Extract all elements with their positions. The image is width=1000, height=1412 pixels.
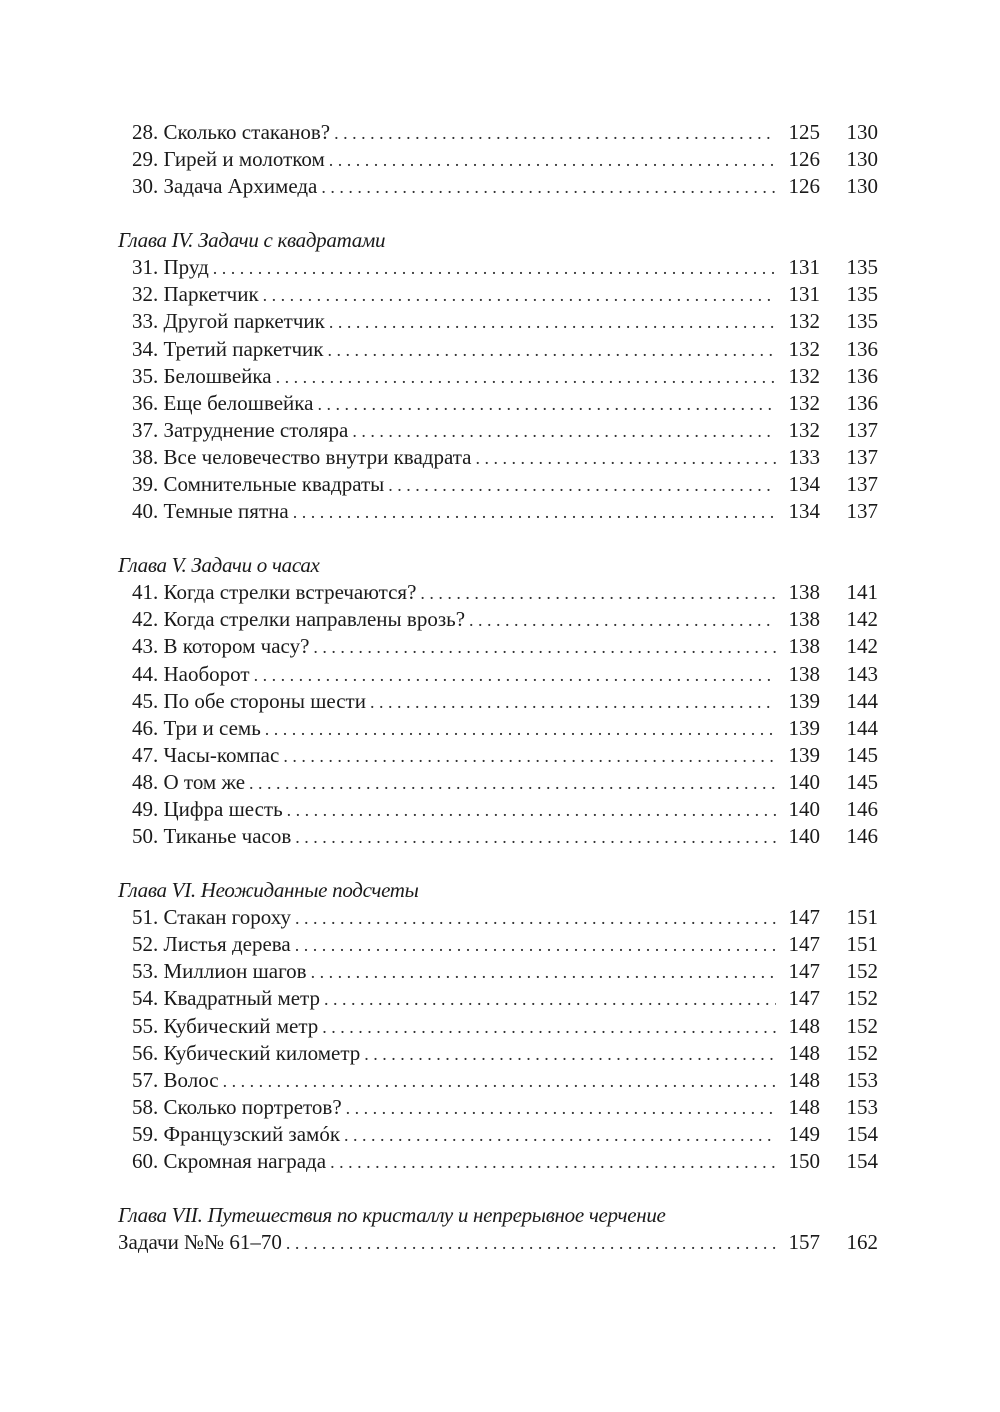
toc-entry (118, 1121, 878, 1148)
problem-page-number: 140 (788, 824, 820, 849)
problem-page-number: 131 (788, 255, 820, 280)
dot-leader (352, 418, 776, 445)
problem-page-number: 148 (788, 1067, 820, 1092)
chapter-title: Глава VI. Неожиданные подсчеты (118, 878, 419, 903)
entry-title: 40. Темные пятна (132, 499, 289, 524)
entry-title: 33. Другой паркетчик (132, 309, 325, 334)
answer-page-number: 154 (846, 1121, 878, 1146)
answer-page-number: 141 (846, 580, 878, 605)
problem-page-number: 140 (788, 769, 820, 794)
entry-title: 54. Квадратный метр (132, 986, 320, 1011)
entry-title: 48. О том же (132, 769, 246, 794)
answer-page-number: 145 (846, 742, 878, 767)
problem-page-number: 133 (788, 444, 820, 469)
entry-title: 55. Кубический метр (132, 1013, 319, 1038)
answer-page-number: 162 (846, 1230, 878, 1255)
dot-leader (254, 662, 776, 689)
answer-page-number: 146 (846, 824, 878, 849)
problem-page-number: 147 (788, 959, 820, 984)
dot-leader (286, 1230, 776, 1257)
answer-page-number: 145 (846, 769, 878, 794)
answer-page-number: 144 (846, 715, 878, 740)
answer-page-number: 151 (846, 905, 878, 930)
answer-page-number: 152 (846, 1013, 878, 1038)
problem-page-number: 125 (788, 120, 820, 144)
entry-title: 46. Три и семь (132, 715, 261, 740)
answer-page-number: 146 (846, 796, 878, 821)
entry-title: 60. Скромная награда (132, 1149, 327, 1173)
answer-page-number: 142 (846, 634, 878, 659)
toc-entry (118, 1040, 878, 1067)
dot-leader (370, 689, 776, 716)
toc-entry (118, 1013, 878, 1040)
toc-entry (118, 281, 878, 308)
toc-entry (118, 390, 878, 417)
entry-title: 58. Сколько портретов? (132, 1094, 342, 1119)
chapter-title: Глава IV. Задачи с квадратами (118, 228, 386, 253)
problem-page-number: 148 (788, 1040, 820, 1065)
answer-page-number: 130 (846, 147, 878, 172)
toc-entry (118, 1067, 878, 1094)
problem-page-number: 149 (788, 1121, 820, 1146)
toc-entry (118, 823, 878, 850)
problem-page-number: 134 (788, 472, 820, 497)
answer-page-number: 137 (846, 417, 878, 442)
problem-page-number: 132 (788, 390, 820, 415)
problem-page-number: 138 (788, 661, 820, 686)
section-gap (118, 1175, 878, 1202)
toc-entry (118, 1229, 878, 1256)
table-of-contents (118, 119, 878, 1256)
answer-page-number: 152 (846, 986, 878, 1011)
entry-title: 44. Наоборот (132, 661, 250, 686)
dot-leader (249, 770, 776, 797)
entry-title: 45. По обе стороны шести (132, 688, 366, 713)
toc-entry (118, 336, 878, 363)
section-gap (118, 525, 878, 552)
problem-page-number: 147 (788, 905, 820, 930)
answer-page-number: 130 (846, 174, 878, 199)
dot-leader (213, 255, 776, 282)
toc-section (118, 877, 878, 1175)
toc-entry (118, 661, 878, 688)
problem-page-number: 126 (788, 174, 820, 199)
problem-page-number: 150 (788, 1149, 820, 1173)
dot-leader (330, 1149, 776, 1176)
entry-title: 39. Сомнительные квадраты (132, 472, 385, 497)
dot-leader (334, 120, 776, 147)
answer-page-number: 135 (846, 282, 878, 307)
dot-leader (265, 716, 776, 743)
toc-entry (118, 958, 878, 985)
toc-entry (118, 119, 878, 146)
answer-page-number: 142 (846, 607, 878, 632)
section-gap (118, 200, 878, 227)
dot-leader (295, 824, 776, 851)
answer-page-number: 153 (846, 1094, 878, 1119)
entry-title: 36. Еще белошвейка (132, 390, 314, 415)
problem-page-number: 157 (788, 1230, 820, 1255)
toc-entry (118, 688, 878, 715)
entry-title: 37. Затруднение столяра (132, 417, 349, 442)
toc-entry (118, 308, 878, 335)
problem-page-number: 138 (788, 580, 820, 605)
dot-leader (318, 391, 776, 418)
problem-page-number: 132 (788, 363, 820, 388)
entry-title: 52. Листья дерева (132, 932, 291, 957)
dot-leader (321, 174, 776, 201)
entry-title: 56. Кубический километр (132, 1040, 361, 1065)
problem-page-number: 138 (788, 634, 820, 659)
answer-page-number: 135 (846, 309, 878, 334)
entry-title: 43. В котором часу? (132, 634, 310, 659)
toc-section (118, 119, 878, 200)
dot-leader (469, 607, 776, 634)
toc-entry (118, 498, 878, 525)
dot-leader (324, 986, 776, 1013)
entry-title: 59. Французский замóк (132, 1121, 341, 1146)
entry-title: 32. Паркетчик (132, 282, 259, 307)
answer-page-number: 152 (846, 959, 878, 984)
toc-entry (118, 146, 878, 173)
problem-page-number: 134 (788, 499, 820, 524)
toc-entry (118, 1148, 878, 1175)
entry-title: 49. Цифра шесть (132, 796, 283, 821)
answer-page-number: 130 (846, 120, 878, 144)
toc-entry (118, 904, 878, 931)
toc-entry (118, 606, 878, 633)
dot-leader (311, 959, 776, 986)
problem-page-number: 148 (788, 1094, 820, 1119)
answer-page-number: 137 (846, 472, 878, 497)
toc-entry (118, 363, 878, 390)
toc-entry (118, 796, 878, 823)
entry-title: 47. Часы-компас (132, 742, 280, 767)
problem-page-number: 139 (788, 688, 820, 713)
toc-entry (118, 417, 878, 444)
dot-leader (328, 337, 777, 364)
problem-page-number: 138 (788, 607, 820, 632)
toc-entry (118, 715, 878, 742)
toc-entry (118, 742, 878, 769)
problem-page-number: 147 (788, 932, 820, 957)
problem-page-number: 132 (788, 417, 820, 442)
answer-page-number: 152 (846, 1040, 878, 1065)
problem-page-number: 139 (788, 715, 820, 740)
dot-leader (329, 309, 776, 336)
dot-leader (322, 1014, 776, 1041)
toc-entry (118, 769, 878, 796)
entry-title: 28. Сколько стаканов? (132, 120, 331, 144)
answer-page-number: 136 (846, 390, 878, 415)
chapter-title: Глава VII. Путешествия по кристаллу и непрерывное черчение (118, 1203, 666, 1228)
answer-page-number: 154 (846, 1149, 878, 1173)
answer-page-number: 151 (846, 932, 878, 957)
entry-title: Задачи №№ 61–70 (118, 1230, 282, 1255)
problem-page-number: 148 (788, 1013, 820, 1038)
toc-entry (118, 633, 878, 660)
dot-leader (287, 797, 776, 824)
problem-page-number: 147 (788, 986, 820, 1011)
dot-leader (329, 147, 776, 174)
dot-leader (263, 282, 776, 309)
entry-title: 31. Пруд (132, 255, 209, 280)
dot-leader (476, 445, 777, 472)
dot-leader (276, 364, 776, 391)
dot-leader (295, 905, 776, 932)
entry-title: 53. Миллион шагов (132, 959, 307, 984)
toc-entry (118, 254, 878, 281)
problem-page-number: 140 (788, 796, 820, 821)
answer-page-number: 137 (846, 444, 878, 469)
problem-page-number: 131 (788, 282, 820, 307)
toc-entry (118, 985, 878, 1012)
entry-title: 50. Тиканье часов (132, 824, 292, 849)
dot-leader (346, 1095, 776, 1122)
answer-page-number: 135 (846, 255, 878, 280)
section-gap (118, 850, 878, 877)
toc-entry (118, 173, 878, 200)
dot-leader (364, 1041, 776, 1068)
dot-leader (313, 634, 776, 661)
dot-leader (283, 743, 776, 770)
entry-title: 34. Третий паркетчик (132, 336, 324, 361)
toc-section (118, 227, 878, 525)
problem-page-number: 139 (788, 742, 820, 767)
answer-page-number: 137 (846, 499, 878, 524)
problem-page-number: 132 (788, 309, 820, 334)
answer-page-number: 143 (846, 661, 878, 686)
dot-leader (420, 580, 776, 607)
toc-entry (118, 471, 878, 498)
toc-entry (118, 1094, 878, 1121)
answer-page-number: 144 (846, 688, 878, 713)
dot-leader (293, 499, 776, 526)
problem-page-number: 132 (788, 336, 820, 361)
toc-entry (118, 931, 878, 958)
answer-page-number: 153 (846, 1067, 878, 1092)
dot-leader (388, 472, 776, 499)
answer-page-number: 136 (846, 336, 878, 361)
entry-title: 30. Задача Архимеда (132, 174, 318, 199)
dot-leader (344, 1122, 776, 1149)
entry-title: 35. Белошвейка (132, 363, 272, 388)
entry-title: 29. Гирей и молотком (132, 147, 325, 172)
toc-entry (118, 444, 878, 471)
problem-page-number: 126 (788, 147, 820, 172)
chapter-title: Глава V. Задачи о часах (118, 553, 320, 578)
entry-title: 57. Волос (132, 1067, 219, 1092)
dot-leader (223, 1068, 776, 1095)
entry-title: 51. Стакан гороху (132, 905, 291, 930)
entry-title: 41. Когда стрелки встречаются? (132, 580, 417, 605)
toc-section (118, 552, 878, 850)
dot-leader (295, 932, 776, 959)
toc-entry (118, 579, 878, 606)
toc-section (118, 1202, 878, 1256)
answer-page-number: 136 (846, 363, 878, 388)
entry-title: 38. Все человечество внутри квадрата (132, 444, 472, 469)
entry-title: 42. Когда стрелки направлены врозь? (132, 607, 466, 632)
